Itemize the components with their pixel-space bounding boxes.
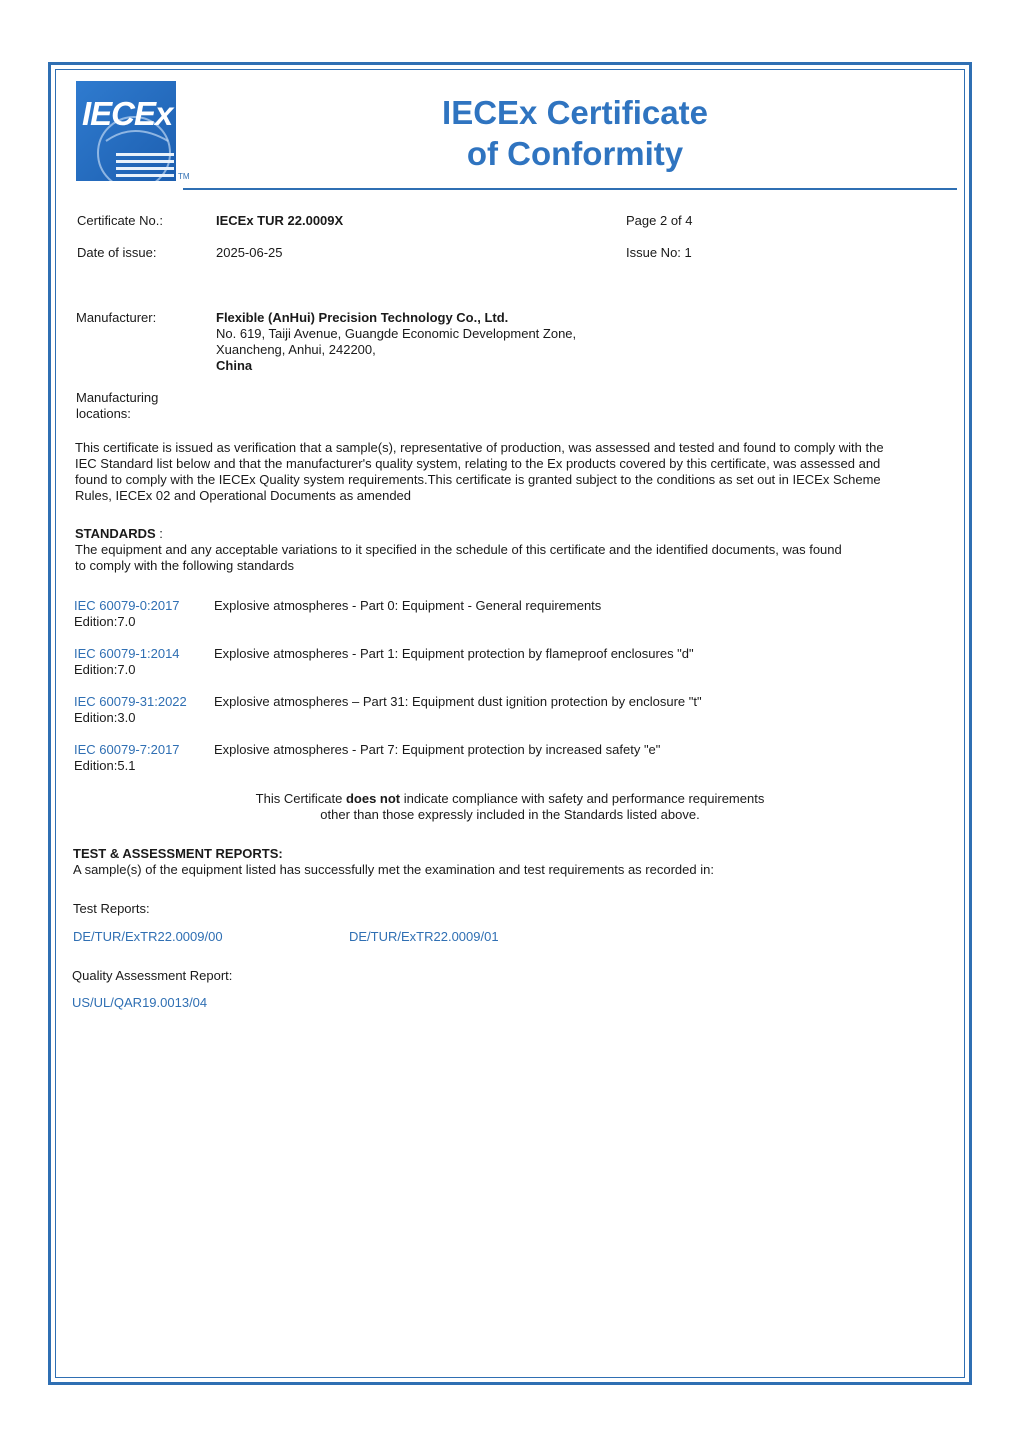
manufacturer-block (216, 310, 576, 374)
standard-item (74, 694, 187, 726)
standards-section (75, 526, 842, 574)
note-prefix: This Certificate (255, 791, 346, 806)
standard-description: Explosive atmospheres - Part 0: Equipment - General requirements (214, 598, 602, 613)
manufacturer-country: China (216, 358, 253, 373)
date-of-issue-label: Date of issue: (77, 245, 157, 260)
standards-heading-row (75, 526, 842, 542)
standard-item (74, 742, 180, 774)
manufacturing-label-line-1: Manufacturing (76, 390, 159, 405)
manufacturer-name: Flexible (AnHui) Precision Technology Co., Ltd. (216, 310, 509, 325)
certificate-number-label: Certificate No.: (77, 213, 163, 228)
manufacturer-label: Manufacturer: (76, 310, 157, 325)
standard-description: Explosive atmospheres - Part 1: Equipment protection by flameproof enclosures "d" (214, 646, 694, 661)
logo-text: IECEx (82, 95, 173, 132)
iecex-logo (76, 81, 176, 181)
standard-code[interactable]: IEC 60079-0:2017 (74, 598, 180, 613)
note-bold: does not (345, 791, 401, 806)
date-of-issue: 2025-06-25 (216, 245, 283, 260)
standard-item (74, 646, 180, 678)
trademark-mark: TM (178, 172, 190, 181)
reports-section (73, 846, 714, 878)
manufacturing-locations-label (76, 390, 158, 422)
standard-description: Explosive atmospheres – Part 31: Equipment dust ignition protection by enclosure "t" (214, 694, 702, 709)
test-report-link[interactable]: DE/TUR/ExTR22.0009/00 (73, 929, 223, 944)
manufacturer-address-2: Xuancheng, Anhui, 242200, (216, 342, 376, 357)
standard-description: Explosive atmospheres - Part 7: Equipment protection by increased safety "e" (214, 742, 661, 757)
page-title (380, 92, 770, 174)
header-divider (183, 188, 957, 190)
standards-intro-line-2: to comply with the following standards (75, 558, 294, 573)
manufacturer-address-1: No. 619, Taiji Avenue, Guangde Economic Development Zone, (216, 326, 577, 341)
compliance-note-line-1 (160, 791, 860, 807)
title-line-2: of Conformity (466, 135, 684, 172)
compliance-note-line-2: other than those expressly included in the Standards listed above. (320, 807, 700, 822)
reports-intro: A sample(s) of the equipment listed has successfully met the examination and test requirements as recorded in: (73, 862, 714, 877)
statement-line-3: found to comply with the IECEx Quality system requirements.This certificate is granted subject to the conditions as set out in IECEx Scheme (75, 472, 881, 487)
manufacturing-label-line-2: locations: (76, 406, 131, 421)
standard-item (74, 598, 180, 630)
statement-line-2: IEC Standard list below and that the manufacturer's quality system, relating to the Ex products covered by this certificate, was assessed and (75, 456, 881, 471)
qar-link[interactable]: US/UL/QAR19.0013/04 (72, 995, 208, 1010)
statement-line-1: This certificate is issued as verification that a sample(s), representative of production, was assessed and tested and found to comply with the (75, 440, 884, 455)
test-report-link[interactable]: DE/TUR/ExTR22.0009/01 (349, 929, 499, 944)
page-indicator: Page 2 of 4 (626, 213, 693, 228)
inner-border (55, 69, 965, 1378)
standards-heading: STANDARDS (75, 526, 156, 541)
standard-edition: Edition:7.0 (74, 614, 136, 629)
test-reports-label: Test Reports: (73, 901, 150, 916)
qar-label: Quality Assessment Report: (72, 968, 233, 983)
title-line-1: IECEx Certificate (442, 94, 708, 131)
standard-code[interactable]: IEC 60079-31:2022 (74, 694, 187, 709)
note-suffix: indicate compliance with safety and performance requirements (400, 791, 765, 806)
issue-number: Issue No: 1 (626, 245, 692, 260)
standard-code[interactable]: IEC 60079-7:2017 (74, 742, 180, 757)
certificate-number: IECEx TUR 22.0009X (216, 213, 344, 228)
reports-heading: TEST & ASSESSMENT REPORTS: (73, 846, 283, 861)
standard-code[interactable]: IEC 60079-1:2014 (74, 646, 180, 661)
standard-edition: Edition:5.1 (74, 758, 136, 773)
standard-edition: Edition:7.0 (74, 662, 136, 677)
standards-intro-line-1: The equipment and any acceptable variations to it specified in the schedule of this certificate and the identified documents, was found (75, 542, 842, 557)
standards-heading-colon: : (155, 526, 163, 541)
statement-line-4: Rules, IECEx 02 and Operational Documents as amended (75, 488, 412, 503)
compliance-note (160, 791, 860, 823)
certificate-statement (75, 440, 884, 504)
standard-edition: Edition:3.0 (74, 710, 136, 725)
